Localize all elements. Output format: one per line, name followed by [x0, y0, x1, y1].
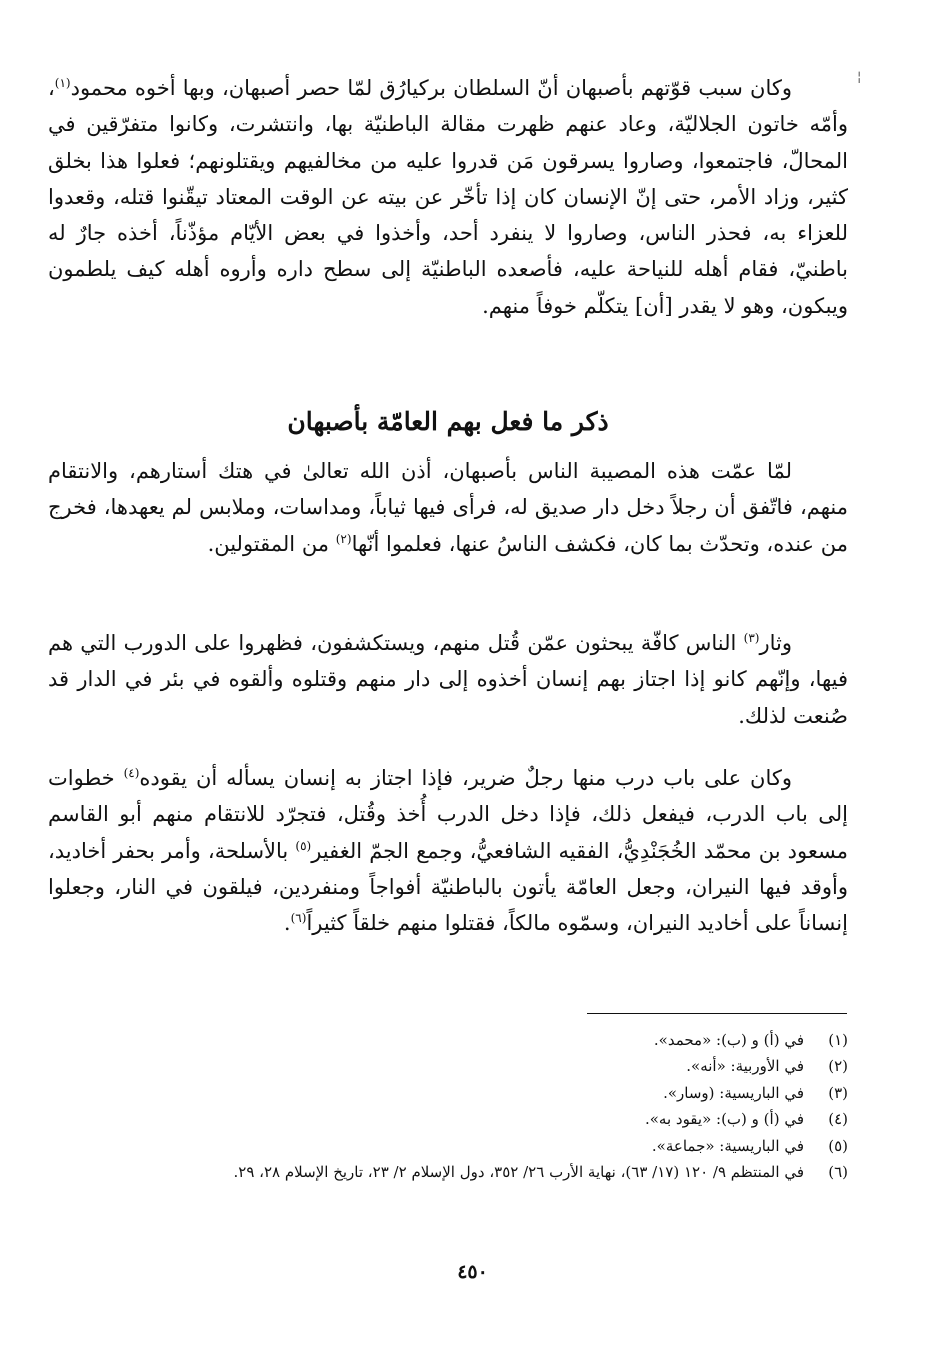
paragraph-4-text-a: وكان على باب درب منها رجلٌ ضرير، فإذا اجتاز به إنسان يسأله أن يقوده — [139, 766, 792, 790]
footnote-item — [48, 1159, 848, 1185]
paragraph-2-text-a: لمّا عمّت هذه المصيبة الناس بأصبهان، أذن الله تعالىٰ في هتك أستارهم، والانتقام منهم، فاتّفق أن رجلاً دخل دار صديق له، فرأى فيها ثياباً، ومداسات، وملابس لم يعهدها، فخرج من عنده، وتحدّث بما كان، فكشف الناسُ عنها، فعلموا أنّها — [48, 459, 848, 556]
paragraph-2-text-b: من المقتولين. — [207, 531, 336, 556]
paragraph-3-text-a: وثار — [759, 631, 792, 655]
footnote-ref-3[interactable]: (٣) — [743, 631, 760, 645]
paragraph-1-text-b: ، وأمّه خاتون الجلاليّة، وعاد عنهم ظهرت مقالة الباطنيّة بها، وانتشرت، وكانوا متفرّقين في المحالّ، فاجتمعوا، وصاروا يسرقون مَن قدروا عليه من مخالفيهم ويقتلونهم؛ فعلوا هذا بخلق كثير، وزاد الأمر، حتى إنّ الإنسان كان إذا تأخّر عن بيته عن الوقت المعتاد تيقّنوا قتله، وقعدوا للعزاء به، فحذر الناس، وصاروا لا ينفرد أحد، وأخذوا في بعض الأيّام مؤذّناً، أخذه جارٌ له باطنيّ، فقام أهله للنياحة عليه، فأصعده الباطنيّة إلى سطح داره وأروه أهله كيف يلطمون ويبكون، وهو لا يقدر [أن] يتكلّم خوفاً منهم. — [48, 76, 848, 318]
paragraph-3 — [48, 625, 848, 734]
paragraph-1-text-a: وكان سبب قوّتهم بأصبهان أنّ السلطان بركيارُق لمّا حصر أصبهان، وبها أخوه محمود — [70, 76, 792, 100]
footnote-item — [48, 1106, 848, 1132]
footnote-number: (٤) — [828, 1110, 848, 1129]
page-number: ٤٥٠ — [457, 1261, 488, 1283]
footnote-ref-5[interactable]: (٥) — [295, 838, 312, 853]
footnote-text: في الباريسية: (وسار». — [663, 1083, 804, 1102]
footnote-text: في (أ) و (ب): «يقود به». — [644, 1110, 804, 1129]
footnote-number: (١) — [828, 1031, 848, 1049]
footnote-item — [48, 1053, 848, 1079]
footnote-text: في الباريسية: «جماعة». — [651, 1136, 804, 1155]
footnote-item — [48, 1080, 848, 1106]
paragraph-4-text-d: . — [283, 911, 291, 936]
section-heading: ذكر ما فعل بهم العامّة بأصبهان — [287, 407, 609, 436]
footnotes — [48, 1027, 848, 1185]
footnote-number: (٦) — [828, 1163, 848, 1182]
paragraph-1 — [48, 70, 848, 324]
paragraph-4 — [48, 760, 848, 941]
paragraph-3-text-b: الناس كافّة يبحثون عمّن قُتل منهم، ويستكشفون، فظهروا على الدورب التي هم فيها، وإنّهم كانو إذا اجتاز بهم إنسان أخذوه إلى دار منهم وقتلوه وألقوه في بئر في الدار قد صُنعت لذلك. — [48, 631, 848, 728]
footnote-ref-6[interactable]: (٦) — [290, 911, 307, 926]
footnote-ref-2[interactable]: (٢) — [335, 531, 352, 546]
paragraph-4-text-b: خطوات إلى باب الدرب، فيفعل ذلك، فإذا دخل الدرب أُخذ وقُتل، فتجرّد للانتقام منهم أبو القاسم مسعود بن محمّد الخُجَنْدِيُّ، الفقيه الشافعيُّ، وجمع الجمّ الغفير — [48, 766, 848, 863]
paragraph-2 — [48, 453, 848, 562]
footnote-ref-1[interactable]: (١) — [54, 76, 71, 90]
footnote-text: في (أ) و (ب): «محمد». — [653, 1031, 804, 1049]
footnote-number: (٥) — [828, 1136, 848, 1155]
footnote-item — [48, 1133, 848, 1159]
paragraph-4-text-c: بالأسلحة، وأمر بحفر أخاديد، وأوقد فيها النيران، وجعل العامّة يأتون بالباطنيّة أفواجاً ومنفردين، فيلقون في النار، وجعلوا إنساناً على أخاديد النيران، وسمّوه مالكاً، فقتلوا منهم خلقاً كثيراً — [48, 838, 848, 936]
footnote-number: (٣) — [828, 1083, 848, 1102]
footnote-item — [48, 1027, 848, 1053]
margin-mark: ¦ — [857, 70, 862, 85]
footnote-number: (٢) — [828, 1057, 848, 1076]
footnote-text: في المنتظم ٩/ ١٢٠ (١٧/ ٦٣)، نهاية الأرب ٢٦/ ٣٥٢، دول الإسلام ٢/ ٢٣، تاريخ الإسلام ٢٨، ٢٩. — [233, 1163, 804, 1182]
footnote-ref-4[interactable]: (٤) — [123, 766, 140, 780]
footnote-text: في الأوربية: «أنه». — [686, 1057, 804, 1076]
footnote-divider — [587, 1013, 847, 1014]
